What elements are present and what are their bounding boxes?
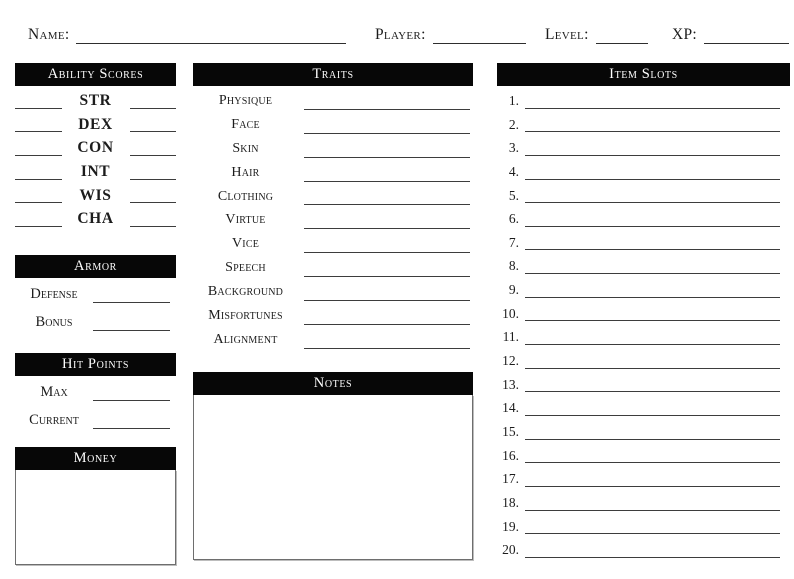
hit-points-list	[15, 378, 176, 434]
item-slot-number: 6.	[508, 211, 519, 227]
ability-score-row	[15, 89, 176, 113]
trait-label: Physique	[218, 93, 273, 108]
item-slot-number: 15.	[502, 423, 519, 439]
trait-label: Virtue	[225, 212, 266, 228]
item-slot-number: 2.	[508, 116, 519, 132]
name-label: Name:	[28, 26, 70, 43]
item-slot-row	[497, 231, 790, 255]
ability-score-line-left[interactable]	[15, 131, 62, 132]
item-slot-line[interactable]	[525, 273, 780, 274]
left-column	[15, 63, 176, 565]
item-slot-row	[497, 160, 790, 184]
item-slot-row	[497, 278, 790, 302]
trait-row	[193, 208, 473, 232]
hit-points-input-line[interactable]	[93, 428, 170, 429]
ability-score-line-left[interactable]	[15, 226, 62, 227]
name-input-line[interactable]	[76, 25, 346, 44]
item-slot-row	[497, 302, 790, 326]
ability-score-row	[15, 207, 176, 231]
item-slot-number: 3.	[508, 140, 519, 156]
item-slot-row	[497, 444, 790, 468]
ability-label: STR	[79, 92, 112, 109]
item-slot-line[interactable]	[525, 249, 780, 250]
trait-input-line[interactable]	[304, 133, 470, 134]
player-input-line[interactable]	[433, 25, 526, 44]
ability-score-line-right[interactable]	[130, 155, 177, 156]
trait-row	[193, 232, 473, 256]
ability-label: WIS	[79, 186, 112, 204]
trait-row	[193, 137, 473, 161]
ability-score-row	[15, 136, 176, 160]
trait-input-line[interactable]	[304, 109, 470, 110]
ability-score-row	[15, 160, 176, 184]
ability-label: CON	[77, 139, 114, 157]
trait-row	[193, 89, 473, 113]
trait-row	[193, 113, 473, 137]
armor-list	[15, 280, 176, 336]
ability-score-line-left[interactable]	[15, 155, 62, 156]
item-slot-row	[497, 349, 790, 373]
trait-input-line[interactable]	[304, 324, 470, 325]
item-slot-row	[497, 373, 790, 397]
item-slot-line[interactable]	[525, 297, 780, 298]
ability-score-line-left[interactable]	[15, 108, 62, 109]
item-slot-line[interactable]	[525, 155, 780, 156]
name-field	[28, 25, 346, 44]
traits-header: Traits	[193, 63, 473, 86]
notes-box[interactable]	[193, 395, 473, 560]
money-header: Money	[15, 447, 176, 470]
trait-input-line[interactable]	[304, 157, 470, 158]
item-slot-line[interactable]	[525, 486, 780, 487]
item-slot-row	[497, 254, 790, 278]
notes-header: Notes	[193, 372, 473, 395]
trait-row	[193, 256, 473, 280]
armor-row	[15, 308, 176, 336]
item-slot-row	[497, 184, 790, 208]
ability-score-row	[15, 184, 176, 208]
item-slot-line[interactable]	[525, 202, 780, 203]
item-slot-row	[497, 515, 790, 539]
trait-input-line[interactable]	[304, 228, 470, 229]
player-field	[375, 25, 526, 44]
item-slot-line[interactable]	[525, 391, 780, 392]
hit-points-row	[15, 406, 176, 434]
level-label: Level:	[545, 26, 589, 43]
hit-points-input-line[interactable]	[93, 400, 170, 401]
ability-score-line-right[interactable]	[130, 131, 177, 132]
item-slot-line[interactable]	[525, 179, 780, 180]
trait-input-line[interactable]	[304, 252, 470, 253]
item-slot-row	[497, 89, 790, 113]
item-slot-number: 9.	[508, 282, 519, 298]
armor-input-line[interactable]	[93, 302, 170, 303]
item-slot-number: 12.	[502, 353, 519, 369]
item-slot-number: 20.	[502, 542, 519, 558]
item-slot-line[interactable]	[525, 131, 780, 132]
item-slot-row	[497, 207, 790, 231]
item-slot-number: 5.	[508, 187, 519, 203]
trait-row	[193, 161, 473, 185]
hit-points-row	[15, 378, 176, 406]
hit-points-header: Hit Points	[15, 353, 176, 376]
item-slot-row	[497, 325, 790, 349]
item-slot-number: 19.	[502, 518, 519, 534]
hit-points-field-label: Max	[40, 384, 68, 401]
trait-label: Face	[231, 116, 260, 132]
armor-row	[15, 280, 176, 308]
level-input-line[interactable]	[596, 25, 648, 44]
trait-label: Background	[207, 284, 284, 300]
trait-label: Alignment	[213, 331, 278, 347]
trait-row	[193, 185, 473, 209]
trait-label: Hair	[231, 164, 260, 180]
ability-scores-list	[15, 89, 176, 231]
item-slot-line[interactable]	[525, 415, 780, 416]
ability-score-line-left[interactable]	[15, 202, 62, 203]
trait-input-line[interactable]	[304, 300, 470, 301]
trait-input-line[interactable]	[304, 348, 470, 349]
item-slot-row	[497, 136, 790, 160]
ability-label: CHA	[77, 210, 114, 228]
ability-score-line-right[interactable]	[130, 179, 177, 180]
item-slots-list	[497, 89, 790, 562]
ability-score-line-left[interactable]	[15, 179, 62, 180]
armor-header: Armor	[15, 255, 176, 278]
ability-label: INT	[80, 163, 111, 181]
item-slot-line[interactable]	[525, 226, 780, 227]
money-box[interactable]	[15, 470, 176, 565]
trait-input-line[interactable]	[304, 204, 470, 205]
armor-field-label: Defense	[30, 286, 78, 303]
item-slot-number: 17.	[502, 471, 519, 487]
trait-row	[193, 328, 473, 352]
trait-input-line[interactable]	[304, 276, 470, 277]
armor-input-line[interactable]	[93, 330, 170, 331]
item-slot-row	[497, 396, 790, 420]
item-slot-number: 18.	[502, 494, 519, 510]
item-slot-line[interactable]	[525, 320, 780, 321]
trait-label: Skin	[232, 140, 259, 156]
trait-label: Clothing	[217, 188, 274, 204]
middle-column	[193, 63, 473, 560]
item-slot-line[interactable]	[525, 557, 780, 558]
trait-label: Misfortunes	[208, 308, 283, 324]
item-slot-line[interactable]	[525, 510, 780, 511]
ability-score-line-right[interactable]	[130, 108, 177, 109]
ability-score-line-right[interactable]	[130, 226, 177, 227]
item-slot-line[interactable]	[525, 368, 780, 369]
item-slot-row	[497, 538, 790, 562]
item-slots-header: Item Slots	[497, 63, 790, 86]
item-slot-number: 16.	[502, 447, 519, 463]
ability-label: DEX	[78, 115, 113, 133]
item-slot-number: 7.	[508, 234, 519, 250]
item-slot-line[interactable]	[525, 462, 780, 463]
item-slot-line[interactable]	[525, 344, 780, 345]
trait-row	[193, 304, 473, 328]
ability-score-line-right[interactable]	[130, 202, 177, 203]
item-slot-row	[497, 420, 790, 444]
trait-label: Vice	[231, 236, 260, 252]
item-slot-number: 13.	[502, 376, 519, 392]
armor-field-label: Bonus	[35, 314, 73, 331]
item-slot-number: 8.	[508, 258, 519, 274]
item-slot-row	[497, 113, 790, 137]
item-slot-number: 1.	[508, 93, 519, 108]
player-label: Player:	[375, 26, 426, 43]
right-column	[497, 63, 790, 562]
trait-label: Speech	[225, 260, 266, 276]
trait-row	[193, 280, 473, 304]
item-slot-line[interactable]	[525, 108, 780, 109]
item-slot-number: 11.	[502, 329, 519, 345]
item-slot-line[interactable]	[525, 439, 780, 440]
item-slot-row	[497, 491, 790, 515]
ability-score-row	[15, 113, 176, 137]
ability-scores-header: Ability Scores	[15, 63, 176, 86]
trait-input-line[interactable]	[304, 181, 470, 182]
hit-points-field-label: Current	[29, 412, 79, 429]
traits-list	[193, 89, 473, 352]
item-slot-row	[497, 467, 790, 491]
xp-label: XP:	[672, 26, 698, 43]
item-slot-number: 14.	[502, 400, 519, 416]
xp-input-line[interactable]	[704, 25, 789, 44]
level-field	[545, 25, 648, 44]
item-slot-number: 10.	[502, 305, 519, 321]
item-slot-number: 4.	[508, 163, 519, 179]
xp-field	[672, 25, 789, 44]
item-slot-line[interactable]	[525, 533, 780, 534]
